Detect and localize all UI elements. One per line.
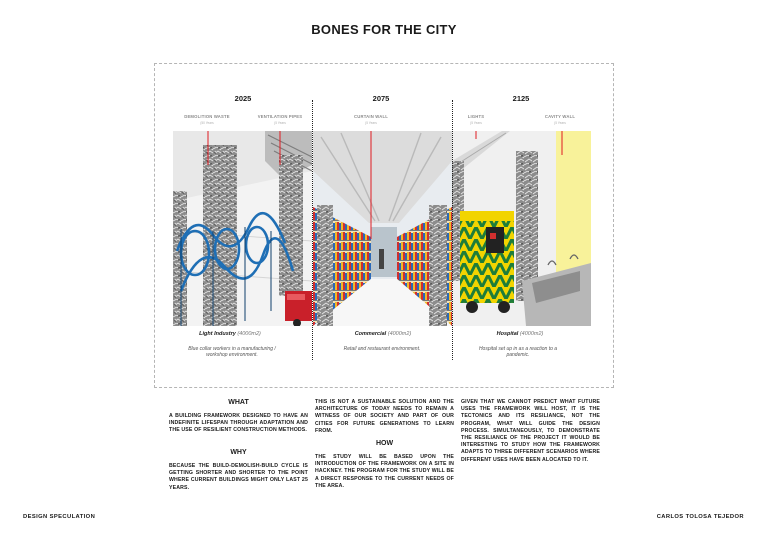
why-heading: WHY: [230, 449, 247, 456]
callout-demolition-waste: DEMOLITION WASTE: [184, 114, 230, 119]
scenario-use: Commercial: [354, 331, 387, 337]
scenario-area: (4000m2): [519, 331, 544, 337]
scenario-description-hospital: Hospital set up in as a reaction to a pandemic.: [478, 346, 558, 359]
footer-author-name: CARLOS TOLOSA TEJEDOR: [656, 514, 744, 520]
callout-cavity-wall-sub: (5 Years: [554, 121, 566, 125]
scenario-description-commercial: Retail and restaurant environment.: [343, 346, 421, 352]
year-label-2025: 2025: [234, 94, 252, 103]
commercial-illustration: [313, 131, 452, 326]
scenario-name-hospital: [470, 331, 570, 337]
hospital-illustration: [452, 131, 591, 326]
what-heading: WHAT: [228, 399, 249, 406]
callout-curtain-wall: CURTAIN WALL: [354, 114, 388, 119]
scenario-description-light-industry: Blue collar workers in a manufacturing / workshop environment.: [188, 346, 276, 359]
year-label-2075: 2075: [372, 94, 390, 103]
callout-ventilation-pipes-sub: (5 Years: [274, 121, 286, 125]
why-text: BECAUSE THE BUILD-DEMOLISH-BUILD CYCLE IS GETTING SHORTER AND SHORTER TO THE POINT WHERE CURRENT BUILDINGS MIGHT ONLY LAST 25 YEARS.: [169, 463, 308, 491]
footer-course-label: DESIGN SPECULATION: [23, 514, 96, 520]
how-heading: HOW: [375, 440, 394, 447]
callout-ventilation-pipes: VENTILATION PIPES: [257, 114, 303, 119]
column-3-text: GIVEN THAT WE CANNOT PREDICT WHAT FUTURE USES THE FRAMEWORK WILL HOST, IT IS THE TECTONICS AND ITS RESILIANCE, NOT THE PROGRAM, WHAT WILL GUIDE THE DESIGN PROCESS. SIMULTANEOUSLY, TO DEMONSTRATE THE RESILIANCE OF THE PROJECT IT WOULD BE INTERESTING TO STUDY HOW THE FRAMEWORK ADAPTS TO THREE DIFFERENT SCENARIOS WHERE DIFFERENT USES HAVE BEEN ALOCATED TO IT.: [461, 399, 600, 463]
light-industry-illustration: [173, 131, 312, 326]
page-title: BONES FOR THE CITY: [311, 22, 457, 37]
scenario-name-commercial: [333, 331, 433, 337]
scenario-area: (4000m2): [387, 331, 412, 337]
scenario-name-light-industry: [180, 331, 280, 337]
scenario-area: (4000m2): [237, 331, 261, 337]
callout-demolition-waste-sub: (50 Years: [200, 121, 214, 125]
year-label-2125: 2125: [512, 94, 530, 103]
what-text: A BUILDING FRAMEWORK DESIGNED TO HAVE AN INDEFINITE LIFESPAN THROUGH ADAPTATION AND THE USE OF RESILIENT CONSTRUCTION METHODS.: [169, 413, 308, 434]
scenario-use: Light Industry: [199, 331, 236, 337]
divider-2075-2125: [452, 100, 453, 360]
scenario-use: Hospital: [496, 331, 519, 337]
divider-2025-2075: [312, 100, 313, 360]
callout-lights-sub: (5 Years: [470, 121, 482, 125]
callout-lights: LIGHTS: [467, 114, 485, 119]
callout-cavity-wall: CAVITY WALL: [544, 114, 576, 119]
callout-curtain-wall-sub: (5 Years: [365, 121, 377, 125]
column-2-text: THIS IS NOT A SUSTAINABLE SOLUTION AND THE ARCHITECTURE OF TODAY NEEDS TO REMAIN A WITNESS OF OUR SOCIETY AND PART OF OUR CITIES FOR FUTURE GENERATIONS TO LEARN FROM.: [315, 399, 454, 434]
how-text: THE STUDY WILL BE BASED UPON THE INTRODUCTION OF THE FRAMEWORK ON A SITE IN HACKNEY. THE PROGRAM FOR THE STUDY WILL BE A DIRECT RESPONSE TO THE CURRENT NEEDS OF THE AREA.: [315, 454, 454, 489]
